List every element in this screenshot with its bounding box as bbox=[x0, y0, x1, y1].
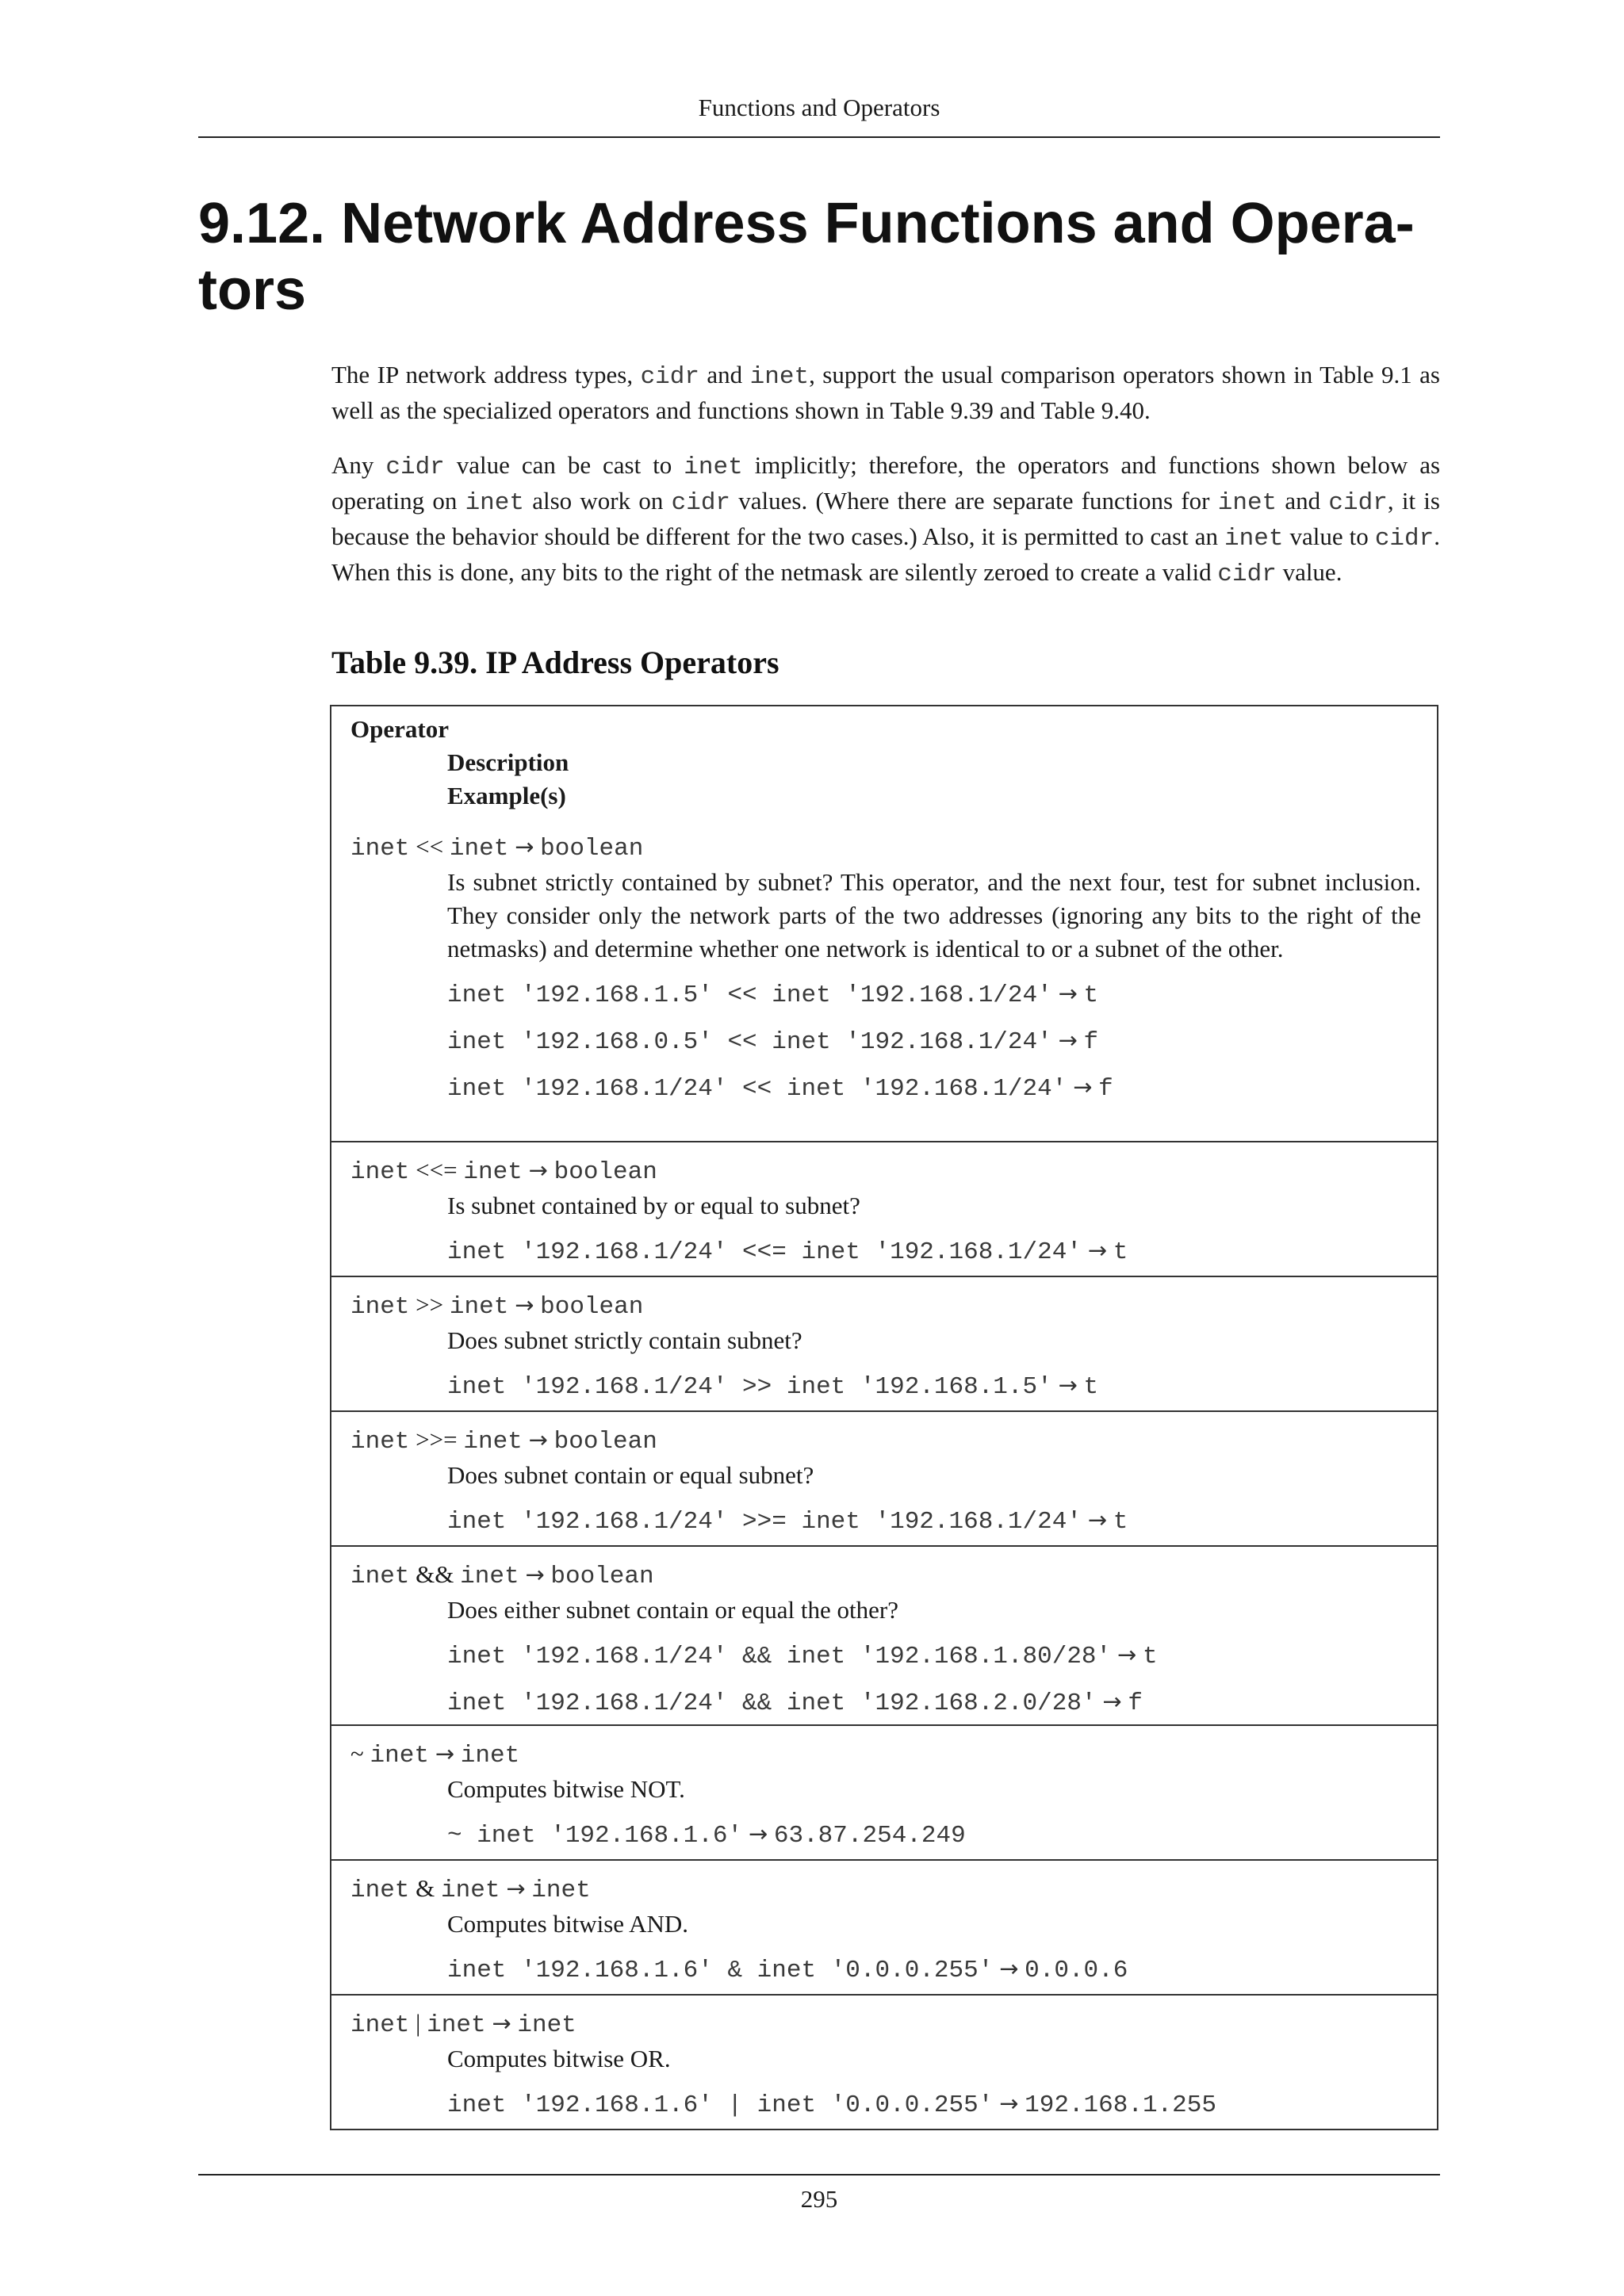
table-row bbox=[331, 1545, 1437, 1724]
inline-code: inet bbox=[465, 489, 524, 517]
example-result: f bbox=[1098, 1075, 1113, 1103]
result-type: boolean bbox=[540, 835, 644, 863]
result-type: inet bbox=[517, 2011, 576, 2039]
text: value to bbox=[1283, 522, 1375, 550]
operators-table bbox=[330, 705, 1438, 2130]
left-operand-type: inet bbox=[350, 1877, 410, 1904]
table-row bbox=[331, 1859, 1437, 1994]
arrow-icon: → bbox=[999, 1955, 1019, 1982]
table-row bbox=[331, 1410, 1437, 1545]
result-type: boolean bbox=[540, 1293, 644, 1321]
table-row bbox=[331, 819, 1437, 1141]
right-operand-type: inet bbox=[449, 835, 509, 863]
left-operand-type: inet bbox=[350, 1563, 410, 1590]
example-code: inet '192.168.1/24' && inet '192.168.2.0/28' bbox=[447, 1689, 1097, 1717]
operator-symbol: | bbox=[416, 2009, 421, 2037]
example bbox=[350, 1234, 1421, 1269]
left-operand-type: inet bbox=[350, 1428, 410, 1456]
result-type: boolean bbox=[553, 1428, 657, 1456]
example-code: ~ inet '192.168.1.6' bbox=[447, 1822, 743, 1850]
column-header-operator: Operator bbox=[350, 715, 449, 743]
column-header-description: Description bbox=[447, 748, 569, 776]
arrow-icon: → bbox=[1073, 1073, 1093, 1100]
inline-code: cidr bbox=[1374, 525, 1434, 553]
result-type: boolean bbox=[550, 1563, 654, 1590]
operator-signature bbox=[350, 1423, 1421, 1459]
arrow-icon: → bbox=[506, 1875, 526, 1902]
text: , support the usual comparison operators shown in Table 9.1 as well as the specialized operators and functions shown in Table 9.39 and Table 9.40. bbox=[331, 361, 1440, 424]
text: The IP network address types, bbox=[331, 361, 641, 388]
example-result: 192.168.1.255 bbox=[1025, 2091, 1216, 2119]
inline-code: cidr bbox=[385, 453, 445, 481]
right-operand-type: inet bbox=[460, 1563, 519, 1590]
intro-paragraph-1 bbox=[331, 358, 1440, 427]
text: implicitly; therefore, the operators and functions shown below as operating on bbox=[331, 451, 1441, 515]
operator-description: Does subnet strictly contain subnet? bbox=[447, 1326, 802, 1354]
example-result: t bbox=[1113, 1508, 1128, 1536]
operator-description: Computes bitwise OR. bbox=[447, 2045, 671, 2072]
operator-symbol: << bbox=[416, 832, 444, 860]
example-result: t bbox=[1113, 1238, 1128, 1266]
example bbox=[350, 1638, 1421, 1674]
example bbox=[350, 1070, 1421, 1106]
footer-rule bbox=[198, 2174, 1440, 2175]
example bbox=[350, 1817, 1421, 1853]
arrow-icon: → bbox=[525, 1561, 545, 1588]
operator-description: Computes bitwise NOT. bbox=[447, 1775, 685, 1803]
right-operand-type: inet bbox=[370, 1742, 429, 1770]
arrow-icon: → bbox=[435, 1740, 455, 1767]
operator-description: Does either subnet contain or equal the other? bbox=[447, 1596, 898, 1624]
result-type: boolean bbox=[553, 1158, 657, 1186]
operator-symbol: && bbox=[416, 1560, 454, 1588]
left-operand-type: inet bbox=[350, 2011, 410, 2039]
text: and bbox=[699, 361, 750, 388]
example-code: inet '192.168.1/24' << inet '192.168.1/24' bbox=[447, 1075, 1067, 1103]
running-header: Functions and Operators bbox=[698, 94, 940, 121]
operator-signature bbox=[350, 1737, 1421, 1773]
inline-code: cidr bbox=[1328, 489, 1388, 517]
table-row bbox=[331, 1724, 1437, 1859]
arrow-icon: → bbox=[1087, 1237, 1107, 1264]
arrow-icon: → bbox=[1058, 1027, 1078, 1054]
example-code: inet '192.168.1/24' <<= inet '192.168.1/24' bbox=[447, 1238, 1082, 1266]
page-number: 295 bbox=[800, 2185, 838, 2213]
text: values. (Where there are separate functions for bbox=[730, 487, 1218, 515]
text: . When this is done, any bits to the right of the netmask are silently zeroed to create a valid bbox=[331, 522, 1440, 586]
operator-symbol: <<= bbox=[416, 1156, 458, 1184]
example-code: inet '192.168.1.6' & inet '0.0.0.255' bbox=[447, 1957, 994, 1984]
inline-code: inet bbox=[684, 453, 743, 481]
example-result: 63.87.254.249 bbox=[773, 1822, 966, 1850]
text: value can be cast to bbox=[444, 451, 684, 479]
example-code: inet '192.168.1/24' && inet '192.168.1.80/28' bbox=[447, 1643, 1112, 1670]
table-row bbox=[331, 1994, 1437, 2129]
table-body bbox=[331, 819, 1437, 2129]
example-code: inet '192.168.1.5' << inet '192.168.1/24' bbox=[447, 982, 1052, 1009]
arrow-icon: → bbox=[515, 833, 534, 860]
operator-symbol: & bbox=[416, 1874, 435, 1902]
example bbox=[350, 1503, 1421, 1539]
example-result: t bbox=[1083, 1373, 1099, 1401]
inline-code: cidr bbox=[671, 489, 731, 517]
operator-description: Is subnet strictly contained by subnet? This operator, and the next four, test for subnet inclusion. They consider only the network parts of the two addresses (ignoring any bits to the right of the netmasks) and determine whether one network is identical to or a subnet of the other. bbox=[447, 868, 1421, 962]
example-result: f bbox=[1083, 1028, 1099, 1056]
operator-description: Is subnet contained by or equal to subnet? bbox=[447, 1192, 860, 1219]
example bbox=[350, 2087, 1421, 2122]
result-type: inet bbox=[460, 1742, 520, 1770]
inline-code: inet bbox=[1217, 489, 1277, 517]
example bbox=[350, 1685, 1421, 1720]
operator-description: Computes bitwise AND. bbox=[447, 1910, 688, 1938]
header-rule bbox=[198, 136, 1440, 138]
arrow-icon: → bbox=[492, 2010, 511, 2037]
example bbox=[350, 1368, 1421, 1404]
example bbox=[350, 1952, 1421, 1988]
operator-symbol: >> bbox=[416, 1291, 444, 1318]
text: value. bbox=[1276, 558, 1342, 586]
inline-code: cidr bbox=[640, 363, 699, 391]
text: also work on bbox=[523, 487, 672, 515]
text: , it is because the behavior should be different for the two cases.) Also, it is permitted to cast an bbox=[331, 487, 1440, 550]
example bbox=[350, 977, 1421, 1012]
operator-signature bbox=[350, 1288, 1421, 1324]
right-operand-type: inet bbox=[441, 1877, 500, 1904]
example-code: inet '192.168.0.5' << inet '192.168.1/24' bbox=[447, 1028, 1052, 1056]
inline-code: cidr bbox=[1217, 561, 1277, 588]
example-code: inet '192.168.1.6' | inet '0.0.0.255' bbox=[447, 2091, 994, 2119]
example-result: 0.0.0.6 bbox=[1025, 1957, 1128, 1984]
right-operand-type: inet bbox=[449, 1293, 509, 1321]
right-operand-type: inet bbox=[427, 2011, 486, 2039]
arrow-icon: → bbox=[1058, 980, 1078, 1007]
arrow-icon: → bbox=[515, 1292, 534, 1318]
example-code: inet '192.168.1/24' >> inet '192.168.1.5' bbox=[447, 1373, 1052, 1401]
section-title-line-2: tors bbox=[198, 258, 307, 322]
example-result: t bbox=[1142, 1643, 1158, 1670]
operator-description: Does subnet contain or equal subnet? bbox=[447, 1461, 814, 1489]
text: Any bbox=[331, 451, 386, 479]
arrow-icon: → bbox=[748, 1820, 768, 1847]
operator-signature bbox=[350, 1154, 1421, 1189]
right-operand-type: inet bbox=[463, 1428, 523, 1456]
arrow-icon: → bbox=[1102, 1688, 1122, 1715]
table-header bbox=[331, 706, 1437, 819]
inline-code: inet bbox=[749, 363, 810, 391]
intro-paragraph-2 bbox=[331, 449, 1440, 591]
section-title bbox=[198, 190, 1467, 323]
arrow-icon: → bbox=[1058, 1372, 1078, 1399]
right-operand-type: inet bbox=[463, 1158, 523, 1186]
table-title: Table 9.39. IP Address Operators bbox=[331, 645, 779, 680]
arrow-icon: → bbox=[528, 1426, 548, 1453]
result-type: inet bbox=[531, 1877, 591, 1904]
table-row bbox=[331, 1141, 1437, 1276]
section-title-line-1: 9.12. Network Address Functions and Opera- bbox=[198, 192, 1415, 255]
operator-signature bbox=[350, 1872, 1421, 1908]
arrow-icon: → bbox=[1116, 1641, 1137, 1668]
operator-symbol: ~ bbox=[350, 1739, 364, 1767]
left-operand-type: inet bbox=[350, 1158, 410, 1186]
example-result: f bbox=[1128, 1689, 1143, 1717]
left-operand-type: inet bbox=[350, 1293, 410, 1321]
operator-symbol: >>= bbox=[416, 1425, 458, 1453]
operator-signature bbox=[350, 830, 1421, 866]
example bbox=[350, 1024, 1421, 1059]
operator-signature bbox=[350, 2007, 1421, 2042]
arrow-icon: → bbox=[999, 2090, 1019, 2117]
example-code: inet '192.168.1/24' >>= inet '192.168.1/24' bbox=[447, 1508, 1082, 1536]
column-header-examples: Example(s) bbox=[447, 782, 566, 809]
inline-code: inet bbox=[1224, 525, 1284, 553]
example-result: t bbox=[1083, 982, 1099, 1009]
arrow-icon: → bbox=[528, 1157, 548, 1184]
arrow-icon: → bbox=[1087, 1506, 1107, 1533]
table-row bbox=[331, 1276, 1437, 1410]
operator-signature bbox=[350, 1558, 1421, 1594]
text: and bbox=[1277, 487, 1329, 515]
left-operand-type: inet bbox=[350, 835, 410, 863]
